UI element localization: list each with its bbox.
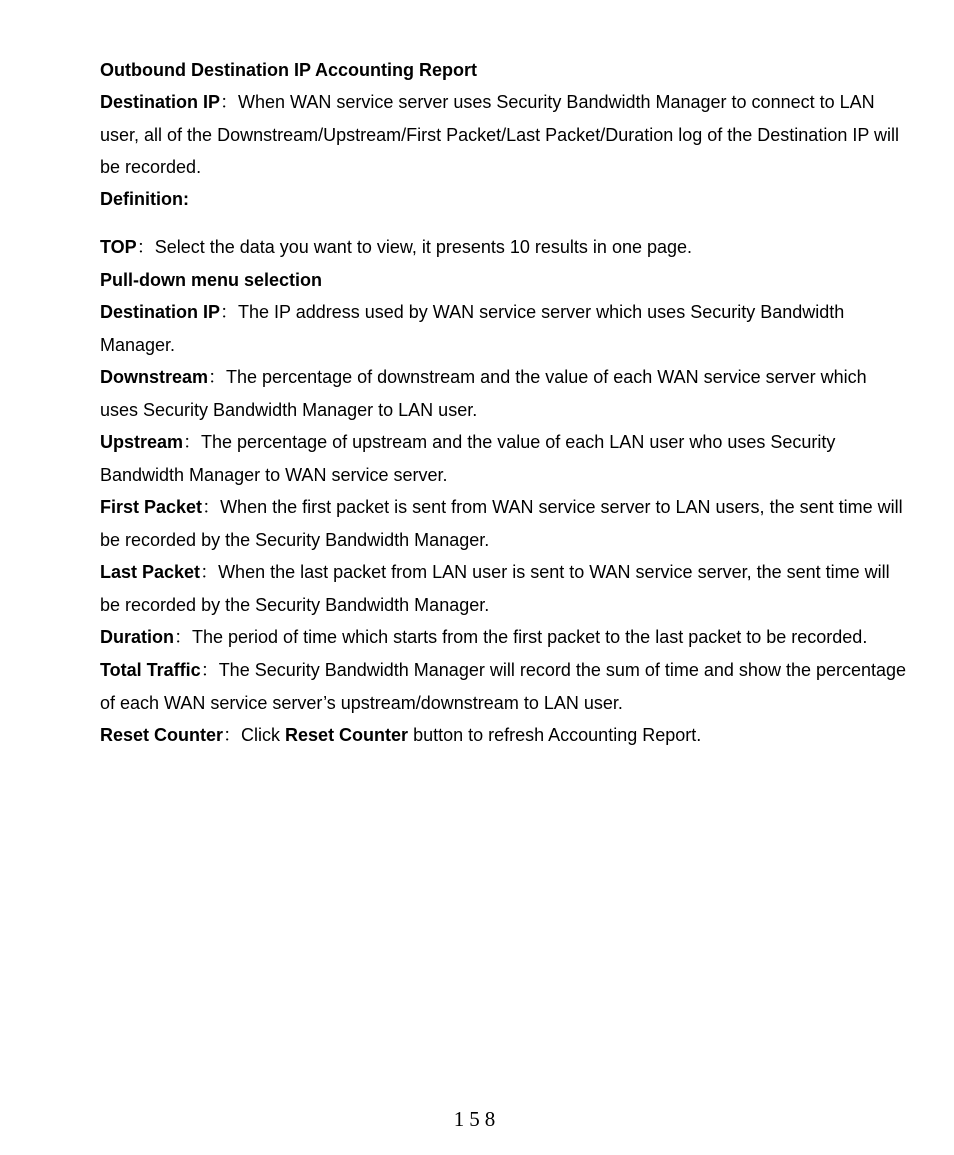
reset-text-post: button to refresh Accounting Report. xyxy=(408,725,702,745)
definition-label: Definition: xyxy=(100,189,189,209)
item-text: The percentage of downstream and the value of each WAN service server which uses Security Bandwidth Manager to LAN user. xyxy=(100,367,867,420)
item-term: First Packet xyxy=(100,497,203,517)
term-separator: ： xyxy=(220,92,239,113)
item-text: The percentage of upstream and the value of each LAN user who uses Security Bandwidth Manager to WAN service server. xyxy=(100,432,836,485)
page-number: 158 xyxy=(453,1107,501,1131)
item-text: The IP address used by WAN service server which uses Security Bandwidth Manager. xyxy=(100,302,845,355)
item-term: Last Packet xyxy=(100,562,201,582)
top-text: Select the data you want to view, it presents 10 results in one page. xyxy=(154,237,693,257)
item-text: The period of time which starts from the first packet to the last packet to be recorded. xyxy=(192,627,868,647)
item-term: Total Traffic xyxy=(100,660,201,680)
definition-item xyxy=(100,296,908,361)
item-text: The Security Bandwidth Manager will record the sum of time and show the percentage of each WAN service server’s upstream/downstream to LAN user. xyxy=(100,660,907,713)
term-destination-ip: Destination IP xyxy=(100,92,221,112)
term-separator: ： xyxy=(200,660,219,681)
item-text: When the last packet from LAN user is sent to WAN service server, the sent time will be recorded by the Security Bandwidth Manager. xyxy=(100,562,890,615)
term-separator: ： xyxy=(174,627,192,648)
term-separator: ： xyxy=(220,302,239,323)
definition-item xyxy=(100,491,908,556)
top-paragraph xyxy=(100,231,908,264)
item-text: When the first packet is sent from WAN service server to LAN users, the sent time will be recorded by the Security Bandwidth Manager. xyxy=(100,497,903,550)
section-heading: Outbound Destination IP Accounting Report xyxy=(100,60,477,80)
item-term: Duration xyxy=(100,627,174,647)
item-term: Upstream xyxy=(100,432,184,452)
spacer xyxy=(100,215,908,231)
definition-item xyxy=(100,361,908,426)
definition-item xyxy=(100,621,908,654)
item-term: Downstream xyxy=(100,367,209,387)
term-separator: ： xyxy=(136,237,155,258)
term-separator: ： xyxy=(200,562,219,583)
intro-text: When WAN service server uses Security Bandwidth Manager to connect to LAN user, all of the Downstream/Upstream/First Packet/Last Packet/Duration log of the Destination IP will be recorded. xyxy=(100,92,900,177)
term-separator: ： xyxy=(223,725,242,746)
definition-item xyxy=(100,556,908,621)
item-term: Destination IP xyxy=(100,302,221,322)
definition-item xyxy=(100,654,908,719)
reset-button-name: Reset Counter xyxy=(285,725,409,745)
term-top: TOP xyxy=(100,237,137,257)
term-separator: ： xyxy=(202,497,221,518)
definition-item xyxy=(100,426,908,491)
reset-counter-paragraph xyxy=(100,719,908,752)
term-reset-counter: Reset Counter xyxy=(100,725,224,745)
term-separator: ： xyxy=(183,432,202,453)
term-separator: ： xyxy=(208,367,227,388)
pulldown-label: Pull-down menu selection xyxy=(100,270,323,290)
document-body xyxy=(100,54,908,752)
intro-paragraph xyxy=(100,86,908,183)
reset-text-pre: Click xyxy=(241,725,286,745)
